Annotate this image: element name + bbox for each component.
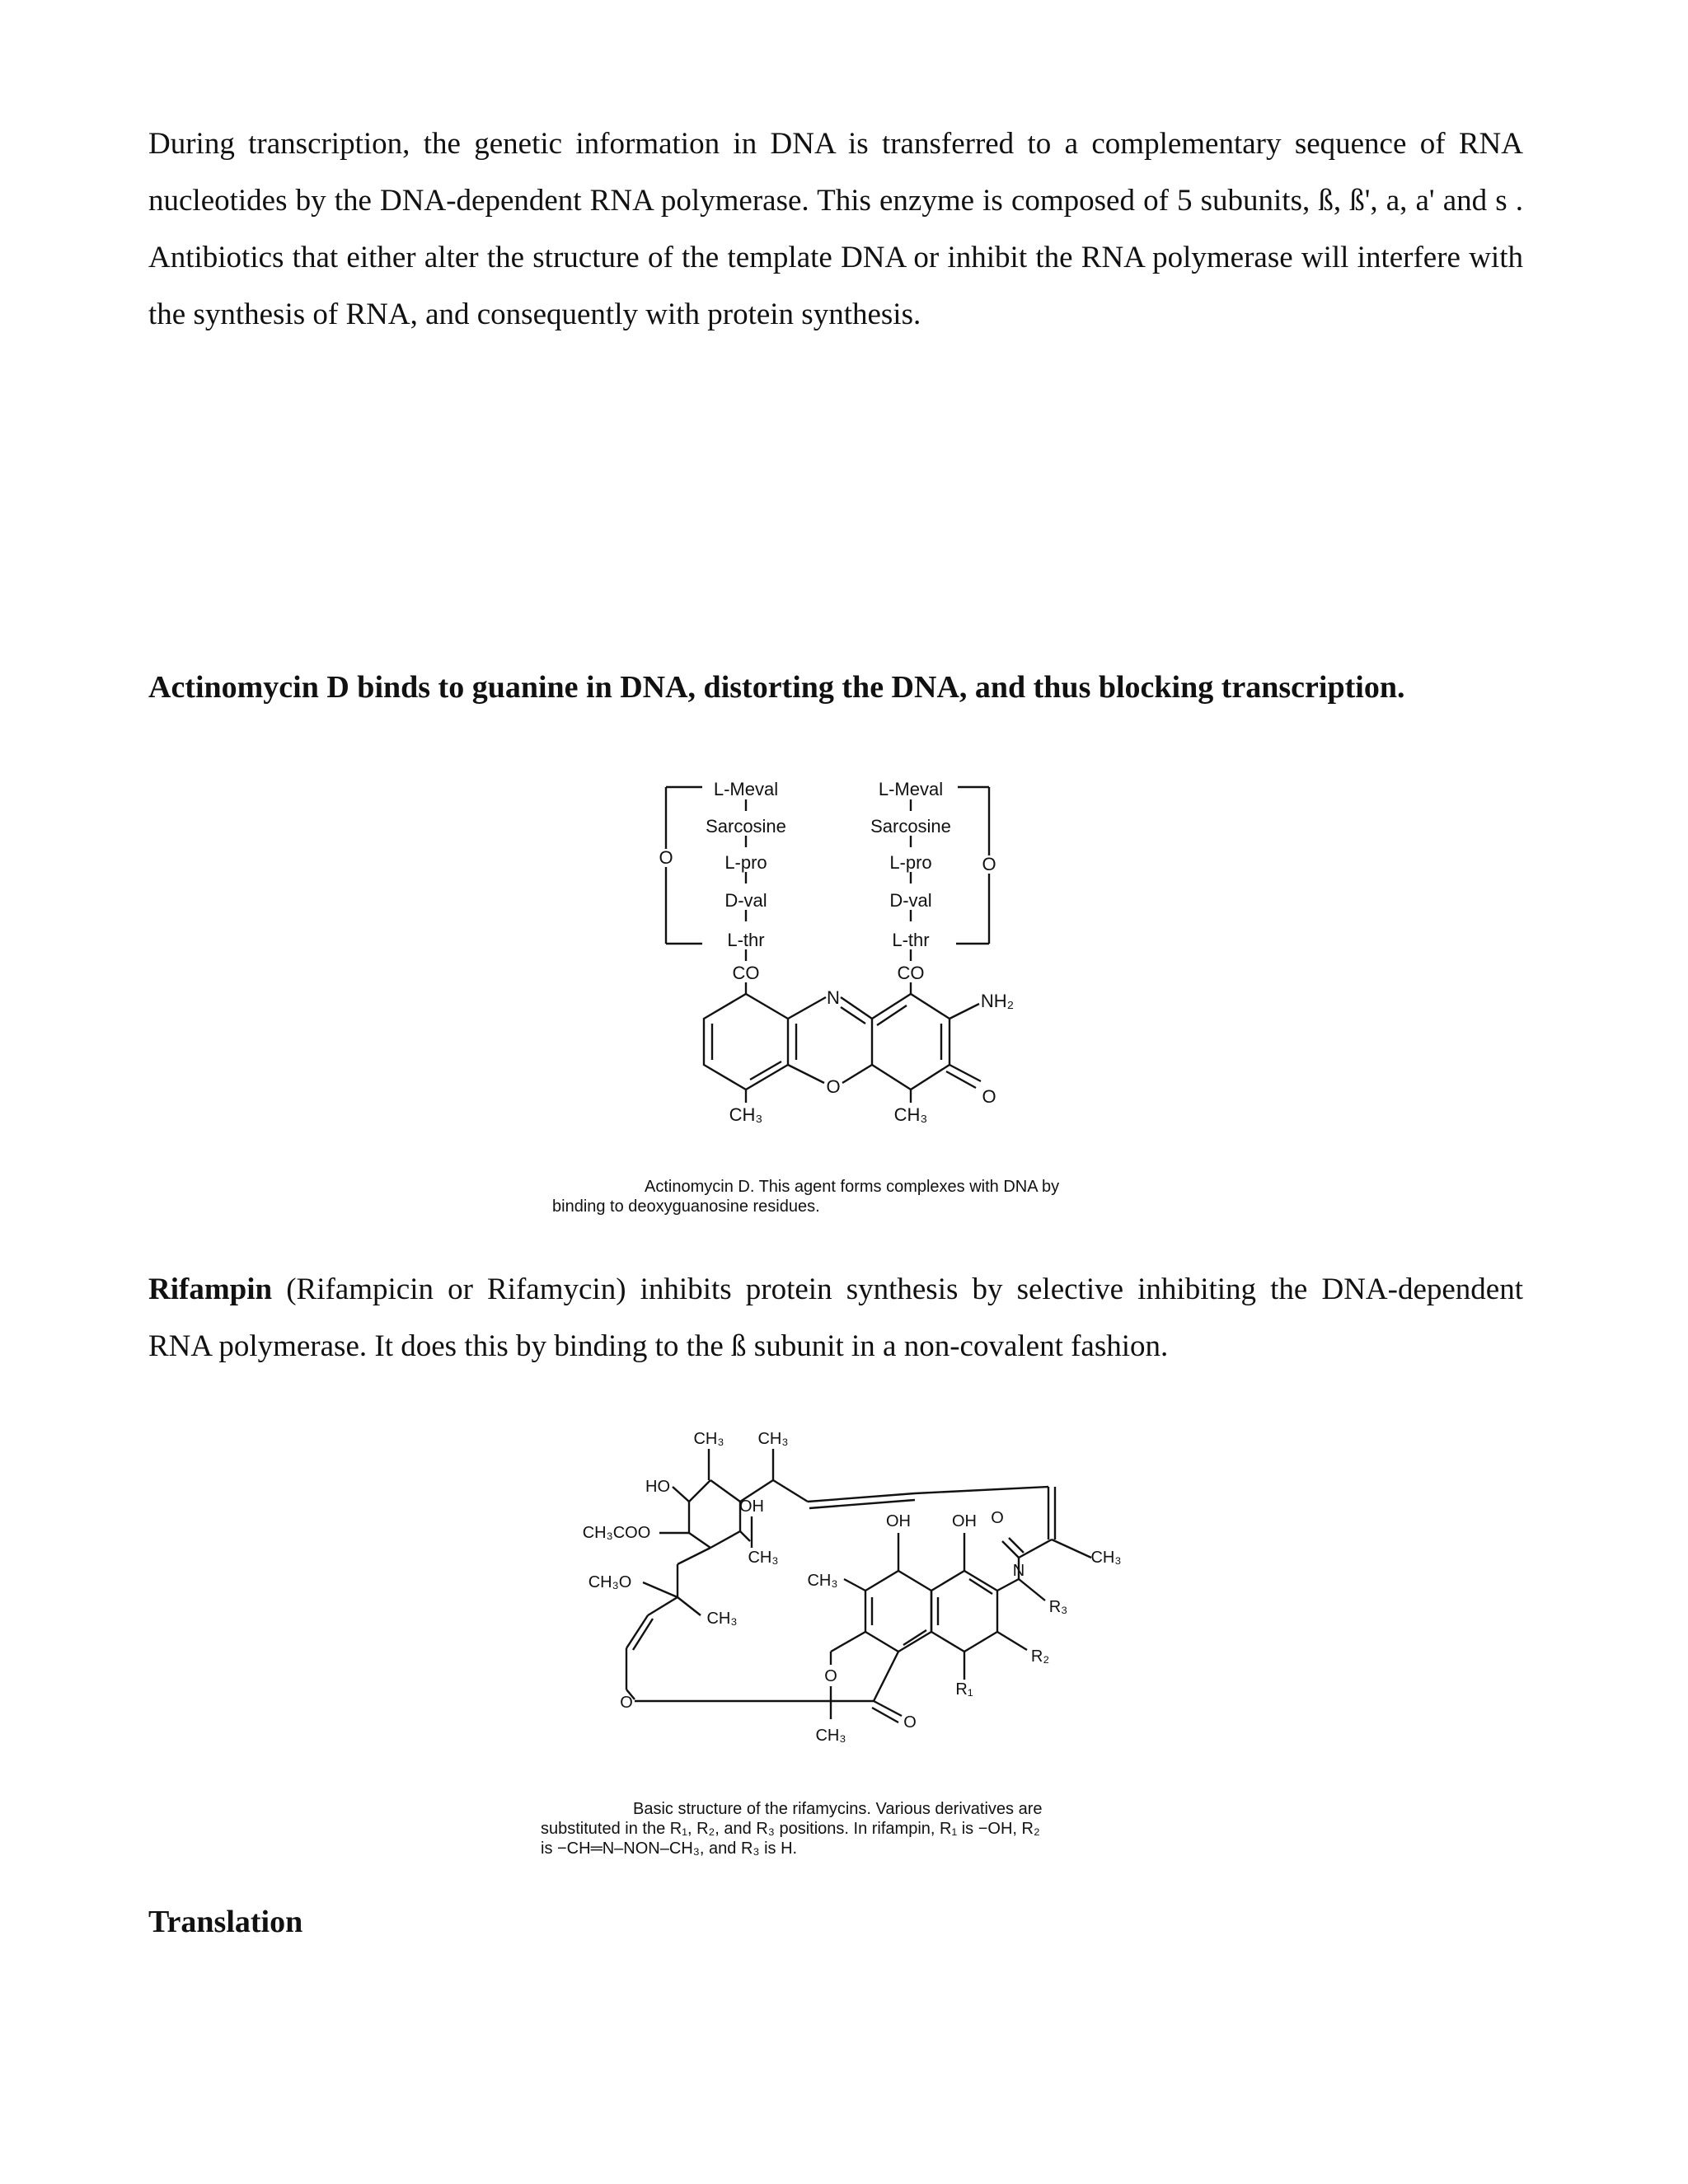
rif-nitrogen: N — [1012, 1562, 1025, 1580]
rif-methyl-chain-1: CH₃ — [748, 1549, 779, 1567]
actinomycin-caption-line-2: binding to deoxyguanosine residues. — [552, 1197, 820, 1216]
left-chain-sarcosine: Sarcosine — [706, 816, 786, 837]
left-chain-thr: L-thr — [727, 930, 765, 950]
left-chain-co: CO — [732, 963, 760, 983]
rifampin-paragraph — [148, 1261, 1523, 1375]
left-chain-val: D-val — [724, 890, 767, 911]
right-chain-sarcosine: Sarcosine — [870, 816, 951, 837]
rif-keto-oxygen: O — [903, 1713, 917, 1732]
actinomycin-caption-line-1: Actinomycin D. This agent forms complexes with DNA by — [645, 1178, 1060, 1196]
right-chain-thr: L-thr — [892, 930, 930, 950]
rif-methyl-top-1: CH₃ — [693, 1430, 724, 1448]
keto-oxygen: O — [982, 1086, 996, 1107]
rifamycin-caption-line-2: substituted in the R₁, R₂, and R₃ positions. In rifampin, R₁ is −OH, R₂ — [541, 1820, 1040, 1838]
actinomycin-heading: Actinomycin D binds to guanine in DNA, distorting the DNA, and thus blocking transcription. — [148, 670, 1405, 705]
actinomycin-caption — [552, 1177, 1146, 1216]
rifampin-term: Rifampin — [148, 1272, 273, 1306]
rif-hydroxyl-ring-1: OH — [886, 1512, 911, 1530]
rif-methyl-chain-2: CH₃ — [706, 1610, 738, 1628]
rif-methyl-ring: CH₃ — [807, 1572, 838, 1590]
rifamycin-structure-diagram — [560, 1418, 1170, 1764]
right-chain-pro: L-pro — [889, 852, 932, 873]
ring-nitrogen: N — [827, 987, 840, 1008]
right-methyl: CH₃ — [893, 1104, 928, 1125]
right-chain-meval: L-Meval — [878, 779, 944, 799]
right-chain-val: D-val — [889, 890, 932, 911]
rifampin-description: (Rifampicin or Rifamycin) inhibits protein synthesis by selective inhibiting the DNA-dependent RNA polymerase. It does this by binding to the ß subunit in a non-covalent fashion. — [148, 1272, 1523, 1363]
intro-paragraph: During transcription, the genetic information in DNA is transferred to a complementary sequence of RNA nucleotides by the DNA-dependent RNA polymerase. This enzyme is composed of 5 subunits, ß, ß', a, a' and s . Antibiotics that either alter the structure of the template DNA or inhibit the RNA polymerase will interfere with the synthesis of RNA, and consequently with protein synthesis. — [148, 127, 1523, 331]
rif-hydroxyl-chain: OH — [739, 1497, 764, 1516]
rif-methyl-top-2: CH₃ — [757, 1430, 789, 1448]
left-chain-pro: L-pro — [724, 852, 767, 873]
actinomycin-structure-figure — [643, 775, 1022, 1154]
rif-hydroxyl-ring-2: OH — [952, 1512, 977, 1530]
rifamycin-caption-line-1: Basic structure of the rifamycins. Various derivatives are — [633, 1800, 1043, 1818]
left-lactone-oxygen: O — [659, 847, 673, 868]
right-chain-co: CO — [897, 963, 925, 983]
rif-r1: R₁ — [955, 1680, 973, 1699]
rif-ether-oxygen: O — [620, 1694, 633, 1712]
rif-hydroxyl-left: HO — [645, 1478, 670, 1496]
rif-methoxy: CH₃O — [588, 1573, 632, 1591]
rif-r3: R₃ — [1048, 1598, 1068, 1616]
rif-acetoxy: CH₃COO — [582, 1524, 651, 1542]
rif-r2: R₂ — [1030, 1647, 1050, 1666]
rif-amide-oxygen: O — [991, 1509, 1004, 1527]
left-chain-meval: L-Meval — [713, 779, 779, 799]
ring-oxygen: O — [826, 1076, 841, 1097]
actinomycin-structure-diagram — [643, 775, 1022, 1154]
rif-furan-oxygen: O — [824, 1667, 837, 1685]
left-methyl: CH₃ — [729, 1104, 763, 1125]
rif-methyl-bottom: CH₃ — [815, 1727, 846, 1745]
rif-methyl-right: CH₃ — [1090, 1549, 1122, 1567]
rifamycin-caption — [541, 1799, 1167, 1858]
rifamycin-structure-figure — [560, 1418, 1170, 1764]
right-lactone-oxygen: O — [982, 854, 996, 874]
rifamycin-caption-line-3: is −CH═N–NON–CH₃, and R₃ is H. — [541, 1840, 798, 1858]
translation-heading: Translation — [148, 1905, 303, 1939]
amino-group: NH₂ — [980, 991, 1015, 1011]
